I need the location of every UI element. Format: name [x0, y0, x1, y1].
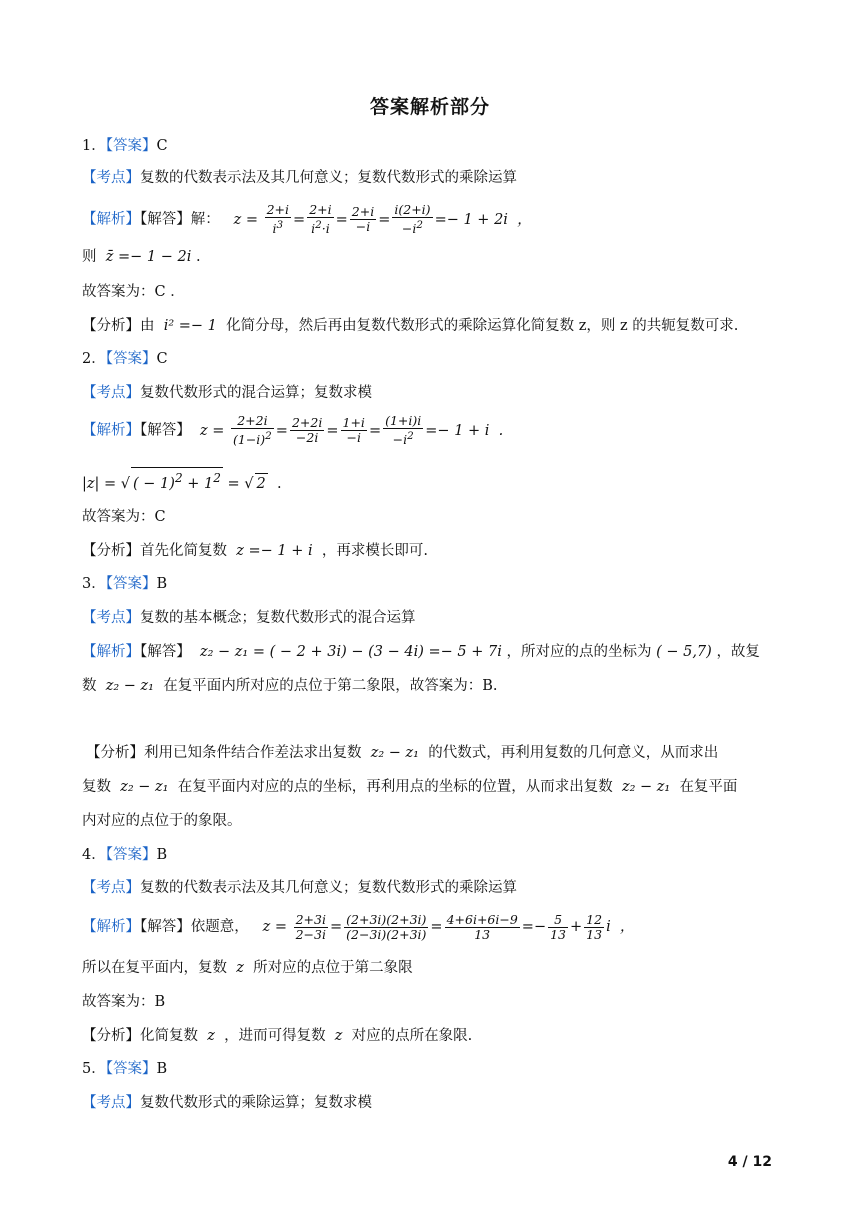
q1-conj-prefix: 则	[82, 249, 97, 265]
q5-number: 5．	[82, 1061, 106, 1077]
q4-jiexi-line2	[82, 958, 780, 978]
q3-z21: z₂ − z₁	[120, 779, 169, 795]
q3-z21: z₂ − z₁	[370, 745, 419, 761]
q1-jie-prefix: 解：	[190, 211, 220, 228]
q1-conj-suffix: .	[195, 249, 201, 265]
answer-tag: 【答案】	[105, 138, 157, 154]
jieda-tag: 【解答】	[140, 644, 191, 660]
q3-z21: z₂ − z₁	[621, 779, 671, 795]
q2-equation: z = $\frac{2+2i}{(1-i)^2}$ = $\frac{2+2i}{-2i}$ = $\frac{1+i}{-i}$ = $\frac{(1+i)i}{-i^2}$ =− 1 + i .	[195, 413, 504, 448]
q3-point: ( − 5,7)	[656, 644, 712, 660]
fenxi-tag: 【分析】	[82, 318, 140, 334]
q2-kaodian-line	[82, 383, 780, 403]
q3-line2-a: 数	[82, 678, 97, 694]
jieda-tag: 【解答】	[140, 422, 191, 439]
q5-kaodian: 复数代数形式的乘除运算；复数求模	[140, 1095, 372, 1111]
jiexi-tag: 【解析】	[82, 211, 140, 228]
q3-line2-b: 在复平面内所对应的点位于第二象限，故答案为：B.	[163, 678, 498, 694]
q4-z: z	[334, 1028, 343, 1044]
q3-jiexi-line2	[82, 676, 780, 696]
q4-z: z	[236, 960, 244, 976]
q3-answer-line	[82, 574, 780, 594]
page-number: 4 / 12	[727, 1154, 772, 1170]
kaodian-tag: 【考点】	[82, 1095, 140, 1111]
fenxi-tag: 【分析】	[82, 1028, 140, 1044]
jiexi-tag: 【解析】	[82, 644, 140, 660]
q2-fenxi-b: ，再求模长即可.	[321, 543, 428, 559]
q3-fenxi-line2	[82, 777, 780, 797]
q3-text-b: ，故复	[716, 644, 760, 660]
q1-fenxi-expr: i² =− 1	[163, 318, 217, 334]
q1-kaodian: 复数的代数表示法及其几何意义；复数代数形式的乘除运算	[140, 170, 517, 186]
kaodian-tag: 【考点】	[82, 610, 140, 626]
q2-jiexi-line	[82, 414, 780, 447]
q3-kaodian: 复数的基本概念；复数代数形式的混合运算	[140, 610, 416, 626]
q2-answer: C	[156, 351, 168, 367]
q2-mod-line	[82, 467, 780, 494]
q4-answer: B	[156, 847, 168, 863]
q3-fenxi-1b: 的代数式，再利用复数的几何意义，从而求出	[428, 745, 719, 761]
fenxi-tag: 【分析】	[82, 543, 140, 559]
q1-conj-expr: z̄ =− 1 − 2i	[105, 249, 192, 265]
q1-conj-line	[82, 247, 780, 267]
jiexi-tag: 【解析】	[82, 422, 140, 439]
answer-tag: 【答案】	[105, 351, 157, 367]
q2-fenxi-line	[82, 541, 780, 561]
q4-z: z	[207, 1028, 215, 1044]
q3-fenxi-2c: 在复平面	[679, 779, 738, 795]
q5-answer: B	[156, 1061, 168, 1077]
q1-equation: z = $\frac{2+i}{i^3}$ = $\frac{2+i}{i^2\cdot i}$ = $\frac{2+i}{-i}$ = $\frac{i(2+i)}{-i^2}$ =− 1 + 2i ，	[224, 202, 532, 237]
kaodian-tag: 【考点】	[82, 170, 140, 186]
q1-kaodian-line	[82, 168, 780, 188]
answer-tag: 【答案】	[105, 847, 157, 863]
q4-kaodian-line	[82, 878, 780, 898]
q1-fenxi-line	[82, 316, 780, 336]
kaodian-tag: 【考点】	[82, 880, 140, 896]
q2-conclude: 故答案为：C	[82, 509, 166, 525]
q3-expr: z₂ − z₁ = ( − 2 + 3i) − (3 − 4i) =− 5 + 7i	[199, 644, 502, 660]
q5-answer-line	[82, 1059, 780, 1079]
q3-answer: B	[156, 576, 168, 592]
q2-kaodian: 复数代数形式的混合运算；复数求模	[140, 385, 372, 401]
q3-text-a: ，所对应的点的坐标为	[506, 644, 652, 660]
q4-answer-line	[82, 845, 780, 865]
q5-kaodian-line	[82, 1093, 780, 1113]
q1-jiexi-line	[82, 203, 780, 236]
page-title: 答案解析部分	[369, 96, 490, 118]
q2-mod-tail: .	[277, 475, 282, 492]
q2-fenxi-expr: z =− 1 + i	[236, 543, 313, 559]
q2-answer-line	[82, 349, 780, 369]
jieda-tag: 【解答】	[140, 919, 191, 935]
q4-fenxi-a: 化简复数	[140, 1028, 198, 1044]
kaodian-tag: 【考点】	[82, 385, 140, 401]
q4-equation: z = $\frac{2+3i}{2-3i}$ = $\frac{(2+3i)(2+3i)}{(2-3i)(2+3i)}$ = $\frac{4+6i+6i-9}{13}$ =− $\frac{5}{13}$ + $\frac{12}{13}$ i ，	[253, 911, 635, 942]
q3-fenxi-line3: 内对应的点位于的象限。	[82, 813, 242, 829]
q1-answer: C	[156, 138, 168, 154]
q3-fenxi-line1	[86, 743, 780, 763]
q4-fenxi-line	[82, 1026, 780, 1046]
fenxi-tag: 【分析】	[86, 745, 144, 761]
jiexi-tag: 【解析】	[82, 919, 140, 935]
q3-fenxi-2b: 在复平面内对应的点的坐标，再利用点的坐标的位置，从而求出复数	[177, 779, 613, 795]
q4-line2-b: 所对应的点位于第二象限	[253, 960, 413, 976]
jieda-tag: 【解答】	[140, 211, 191, 228]
q3-kaodian-line	[82, 608, 780, 628]
q4-kaodian: 复数的代数表示法及其几何意义；复数代数形式的乘除运算	[140, 880, 517, 896]
q2-fenxi-a: 首先化简复数	[140, 543, 227, 559]
q4-fenxi-c: 对应的点所在象限.	[351, 1028, 473, 1044]
answer-tag: 【答案】	[105, 576, 157, 592]
q1-fenxi-b: 化简分母，然后再由复数代数形式的乘除运算化简复数 z，则 z 的共轭复数可求.	[226, 318, 739, 334]
q1-number: 1．	[82, 138, 106, 154]
q4-line2-a: 所以在复平面内，复数	[82, 960, 227, 976]
q3-number: 3．	[82, 576, 106, 592]
q3-fenxi-1a: 利用已知条件结合作差法求出复数	[144, 745, 362, 761]
q2-number: 2．	[82, 351, 106, 367]
q3-fenxi-2a: 复数	[82, 779, 111, 795]
q4-jiexi-line	[82, 911, 780, 943]
q4-conclude: 故答案为：B	[82, 994, 166, 1010]
q4-number: 4．	[82, 847, 106, 863]
q1-fenxi-a: 由	[140, 318, 155, 334]
q4-jie-prefix: 依题意，	[190, 919, 249, 935]
q1-answer-line	[82, 136, 780, 156]
q3-z21: z₂ − z₁	[105, 678, 154, 694]
q3-jiexi-line	[82, 642, 780, 662]
answer-tag: 【答案】	[105, 1061, 157, 1077]
q2-mod-expr: |z| = √ ( − $1)^2 + 1^2$ = √ 2	[82, 476, 268, 492]
q4-fenxi-b: ，进而可得复数	[224, 1028, 326, 1044]
q1-conclude: 故答案为：C ．	[82, 284, 185, 300]
